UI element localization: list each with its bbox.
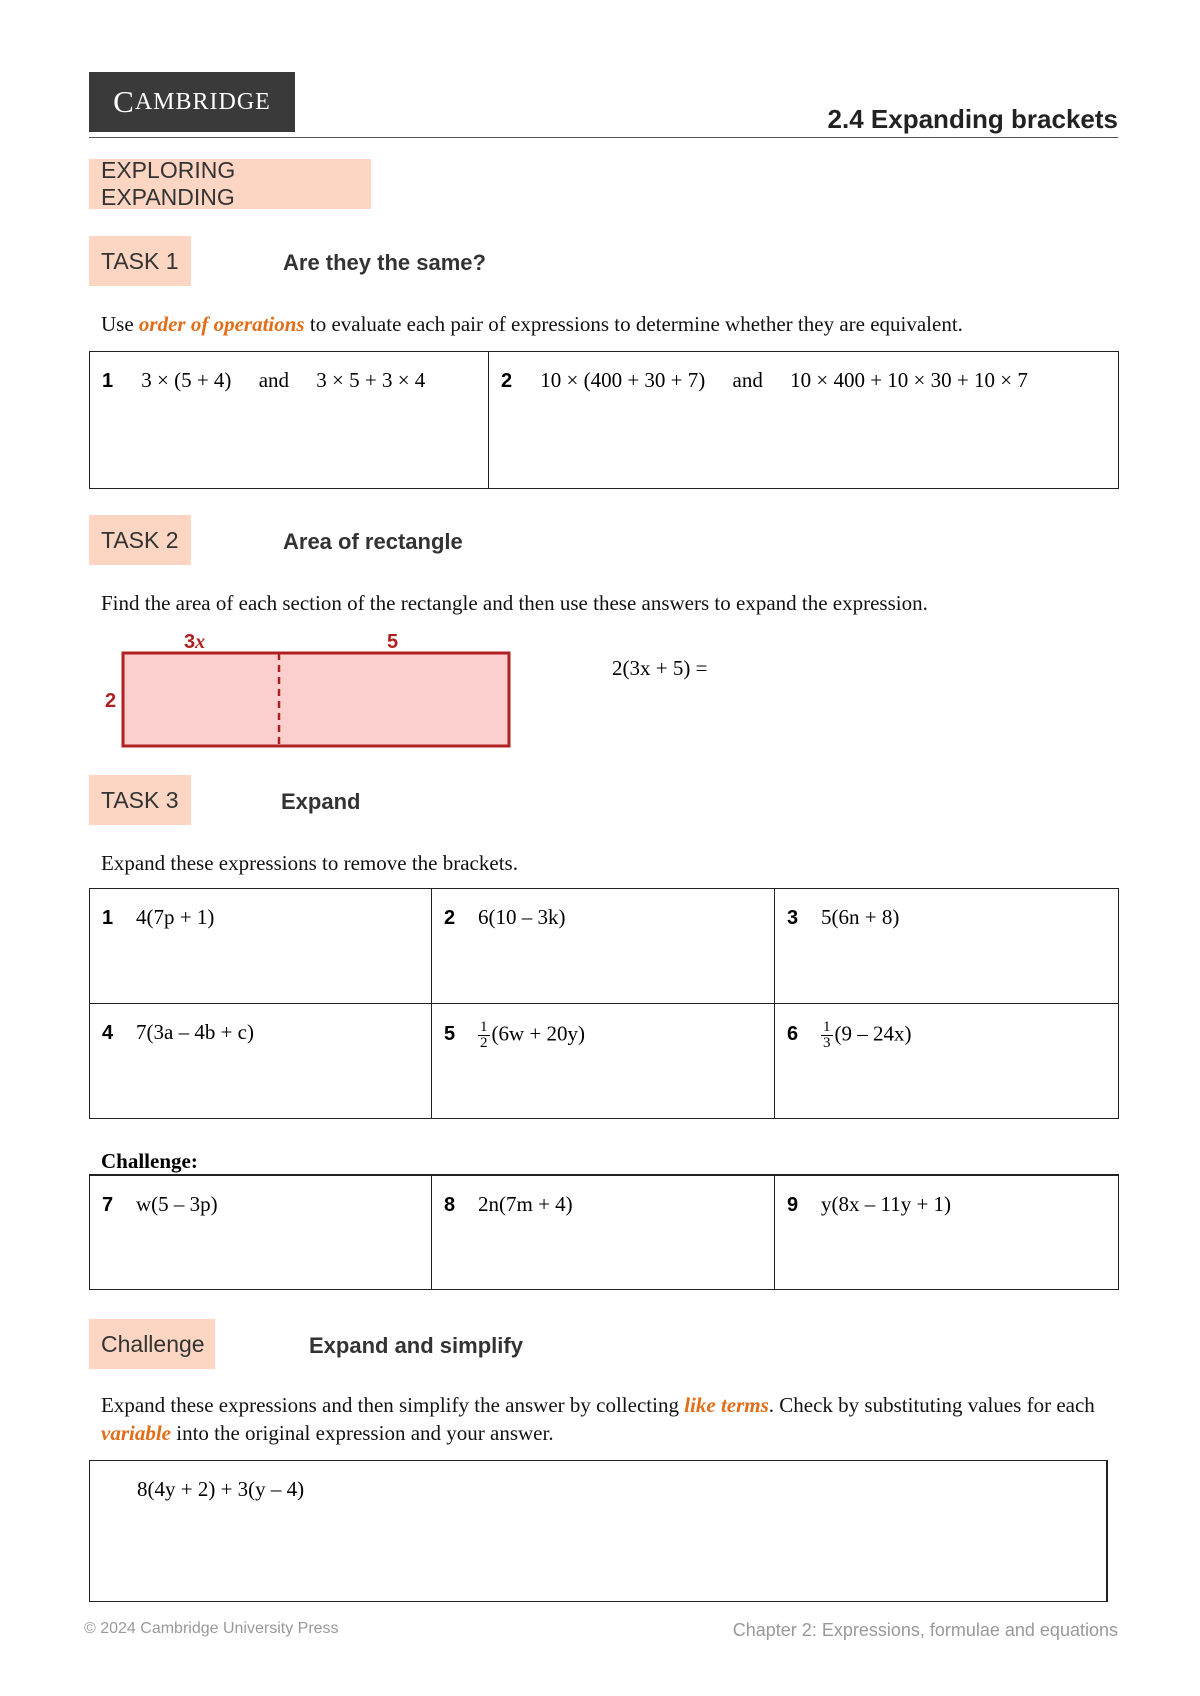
task1-item-2[interactable]: 2 10 × (400 + 30 + 7) and 10 × 400 + 10 × 30 + 10 × 7 [489,352,1119,489]
task1-answer-grid [89,351,1119,489]
keyword-variable[interactable]: variable [101,1421,171,1445]
area-rectangle-diagram [95,628,525,753]
challenge-label: Challenge [89,1319,215,1369]
task2-label: TASK 2 [89,515,191,565]
task1-heading: Are they the same? [283,250,486,275]
fraction-one-third: $\frac{1}{3}$ [823,1019,831,1051]
challenge-item-8[interactable]: 8 2n(7m + 4) [432,1176,775,1290]
task2-instructions: Find the area of each section of the rectangle and then use these answers to expand the expression. [101,591,928,615]
challenge-expression: 8(4y + 2) + 3(y – 4) [137,1477,305,1501]
task3-answer-grid [89,888,1119,1119]
task3-item-3[interactable]: 3 5(6n + 8) [775,889,1119,1004]
section-title: 2.4 Expanding brackets [827,104,1118,134]
exploring-label: EXPLORING EXPANDING [89,159,371,209]
task3-heading: Expand [281,789,361,814]
header-divider [89,137,1118,138]
task3-item-2[interactable]: 2 6(10 – 3k) [432,889,775,1004]
task3-label: TASK 3 [89,775,191,825]
challenge-answer-box[interactable] [89,1460,1108,1602]
keyword-order-of-operations[interactable]: order of operations [138,312,305,336]
width-label-5: 5 [387,631,399,653]
area-rectangle [123,653,509,746]
fraction-one-half: $\frac{1}{2}$ [480,1019,488,1051]
task3-instructions: Expand these expressions to remove the brackets. [101,851,518,875]
task3-item-5[interactable]: 5 $\frac{1}{2}$ (6w + 20y) [432,1004,775,1119]
task3-item-1[interactable]: 1 4(7p + 1) [90,889,432,1004]
challenge-subheading: Challenge: [101,1149,198,1173]
challenge-heading: Expand and simplify [309,1333,523,1358]
challenge-answer-grid [89,1174,1119,1290]
footer-copyright: © 2024 Cambridge University Press [84,1620,339,1637]
task2-expression: 2(3x + 5) = [612,656,708,680]
challenge-item-9[interactable]: 9 y(8x – 11y + 1) [775,1176,1119,1290]
task2-heading: Area of rectangle [283,529,463,554]
task3-item-6[interactable]: 6 $\frac{1}{3}$ (9 – 24x) [775,1004,1119,1119]
task1-label: TASK 1 [89,236,191,286]
task1-item-1[interactable]: 1 3 × (5 + 4) and 3 × 5 + 3 × 4 [90,352,489,489]
height-label-2: 2 [105,690,117,712]
cambridge-logo: C AMBRIDGE [89,72,295,132]
challenge-item-7[interactable]: 7 w(5 – 3p) [90,1176,432,1290]
keyword-like-terms[interactable]: like terms [684,1393,769,1417]
challenge-instructions: Expand these expressions and then simplify the answer by collecting like terms. Check by substituting values for each variable into the original expression and your answer. [101,1393,1095,1445]
task3-item-4[interactable]: 4 7(3a – 4b + c) [90,1004,432,1119]
width-label-3x: 3x [184,631,206,653]
task1-instructions: Use order of operations to evaluate each pair of expressions to determine whether they are equivalent. [101,312,963,336]
footer-chapter: Chapter 2: Expressions, formulae and equations [732,1620,1118,1640]
